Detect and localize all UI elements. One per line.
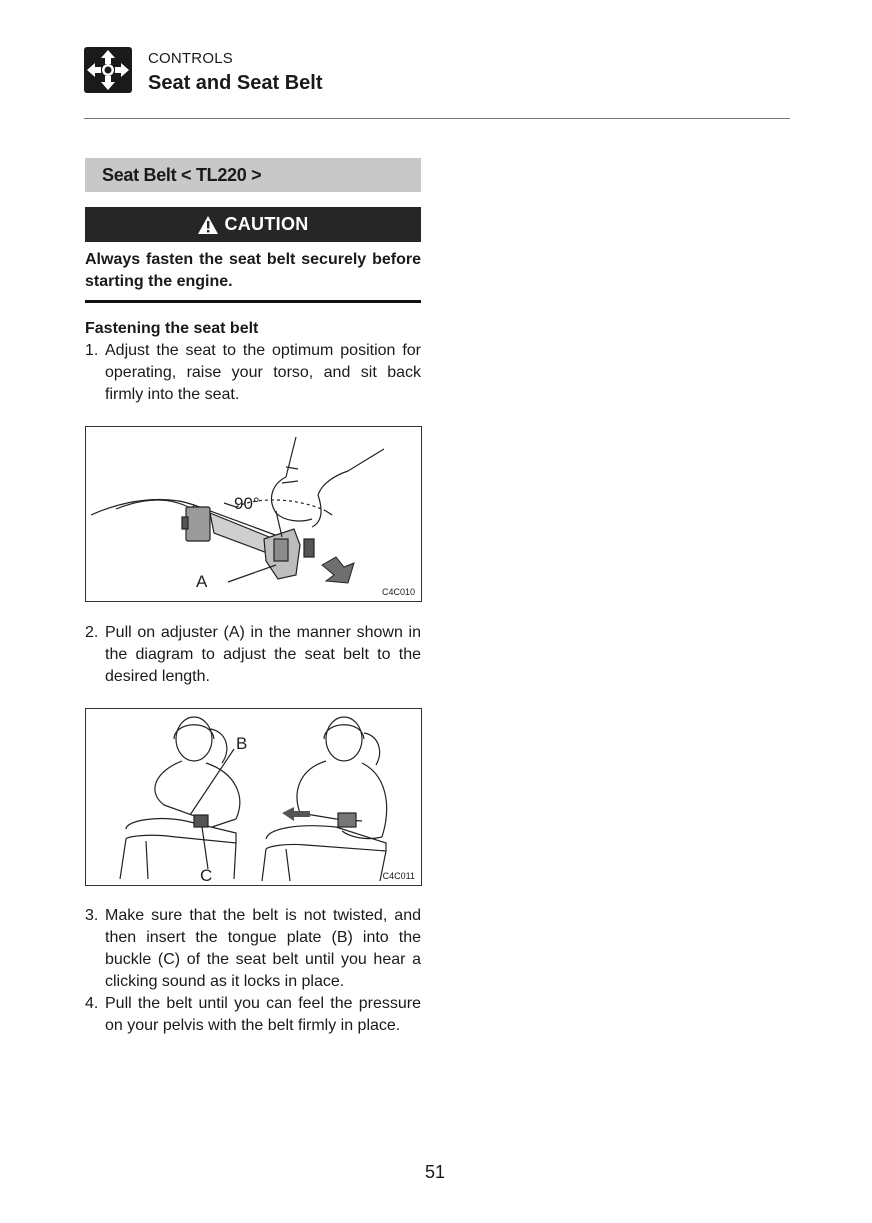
figure-seat-belt-fastening — [85, 708, 422, 886]
content-column — [85, 158, 421, 1037]
step-item — [85, 905, 421, 993]
section-label: CONTROLS — [148, 50, 233, 67]
step-text: Pull the belt until you can feel the pressure on your pelvis with the belt firmly in place. — [105, 995, 421, 1034]
step-text: Make sure that the belt is not twisted, and then insert the tongue plate (B) into the buckle (C) of the seat belt until you hear a clicking sound as it locks in place. — [105, 907, 421, 990]
subheading: Fastening the seat belt — [85, 320, 259, 337]
step-text: Adjust the seat to the optimum position for operating, raise your torso, and sit back firmly into the seat. — [105, 342, 421, 403]
adjuster-illustration — [86, 427, 420, 600]
figure-code: C4C011 — [382, 871, 415, 881]
step-number: 4. — [85, 995, 99, 1012]
figure-seat-belt-adjuster — [85, 426, 422, 602]
warning-triangle-icon — [197, 215, 219, 235]
controls-arrows-icon — [84, 47, 132, 93]
step-item — [85, 340, 421, 406]
tongue-plate-label: B — [236, 734, 248, 753]
page-title: Seat and Seat Belt — [148, 72, 323, 94]
header-divider — [84, 118, 790, 119]
caution-label: CAUTION — [224, 214, 309, 234]
step-text: Pull on adjuster (A) in the manner shown in the diagram to adjust the seat belt to the desired length. — [105, 624, 421, 685]
step-item — [85, 993, 421, 1037]
figure-code: C4C010 — [381, 587, 415, 597]
adjuster-label: A — [196, 572, 208, 591]
step-number: 3. — [85, 907, 99, 924]
angle-label: 90° — [234, 494, 260, 513]
section-heading: Seat Belt < TL220 > — [85, 158, 421, 192]
caution-text: Always fasten the seat belt securely before starting the engine. — [85, 249, 421, 303]
page-number: 51 — [425, 1162, 446, 1182]
step-item — [85, 622, 421, 688]
caution-banner — [85, 207, 421, 242]
step-number: 1. — [85, 342, 99, 359]
step-number: 2. — [85, 624, 99, 641]
fastening-illustration — [86, 709, 420, 884]
buckle-label: C — [200, 866, 213, 884]
